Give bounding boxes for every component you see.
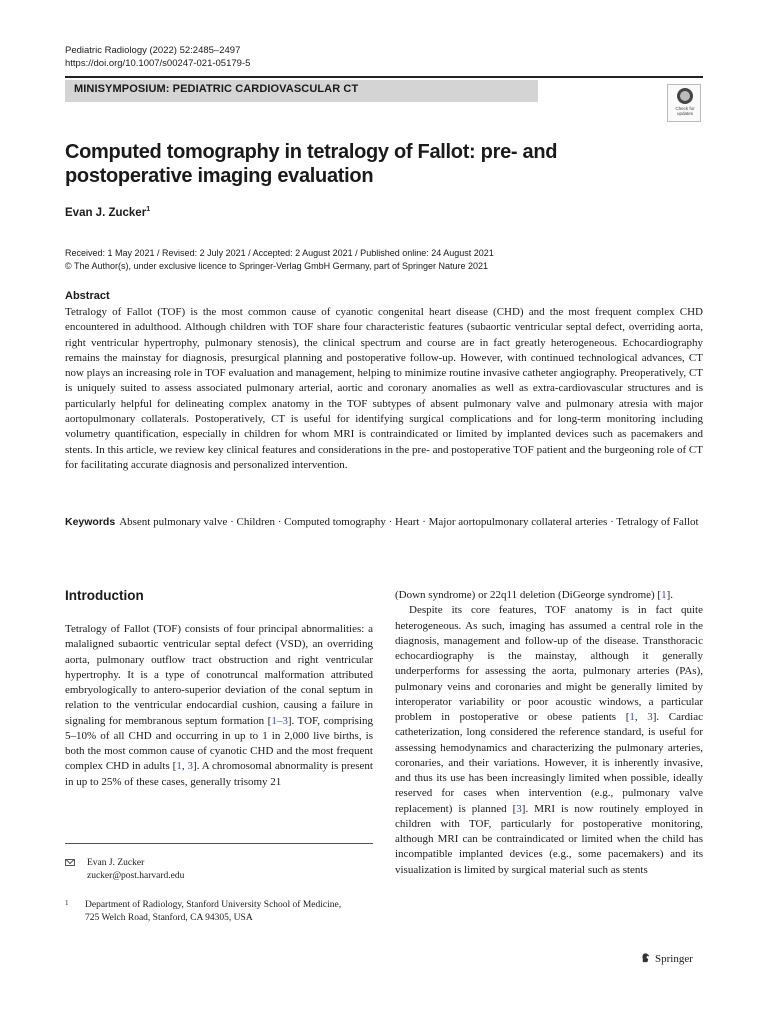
article-history [65, 247, 494, 273]
right-column [395, 588, 703, 878]
left-column [65, 622, 373, 790]
text-run: (Down syndrome) or 22q11 deletion (DiGeorge syndrome) [ [395, 589, 662, 601]
introduction-heading: Introduction [65, 588, 144, 603]
keywords-heading: Keywords [65, 516, 116, 528]
abstract-text: Tetralogy of Fallot (TOF) is the most common cause of cyanotic congenital heart disease (CHD) and the most frequent complex CHD encountered in adulthood. Although children with TOF share four characteristic features (subaortic ventricular septal defect, overriding aorta, right ventricular hypertrophy, pulmonary stenosis), the clinical spectrum and course are in fact greatly heterogeneous. Echocardiography remains the mainstay for diagnosis, presurgical planning and postoperative follow-up. However, with continued technological advances, CT now plays an increasing role in TOF evaluation and management, helping to minimize routine invasive catheter angiography. Preoperatively, CT is uniquely suited to assess associated pulmonary arterial, aortic and coronary anomalies as well as extra-cardiovascular structures and is particularly helpful for delineating complex anatomy in the TOF subtypes of absent pulmonary valve and pulmonary atresia with major aortopulmonary collaterals. Postoperatively, CT is useful for identifying surgical complications and for long-term monitoring including volumetry quantification, especially in children for whom MRI is contraindicated or limited by implanted devices such as pacemakers and stents. In this article, we review key clinical features and considerations in the pre- and postoperative TOF patient and the burgeoning role of CT for facilitating accurate diagnosis and personalized intervention. [65, 306, 703, 471]
affiliation-number: 1 [65, 899, 69, 907]
intro-paragraph-2 [395, 603, 703, 878]
author-affiliation-mark[interactable]: 1 [146, 206, 151, 213]
text-run: ]. Cardiac catheterization, long considered the reference standard, is useful for assessing hemodynamics and characterizing the pulmonary arteries, coronaries, and their variations. However, it is inherently invasive, and thus its use has been increasingly limited when possible, ideally reserved for cases when intervention (e.g., pulmonary valve replacement) is planned [ [395, 711, 703, 815]
citation-link[interactable]: 1 [661, 589, 667, 601]
text-run: ]. [666, 589, 674, 601]
text-run: Despite its core features, TOF anatomy is in fact quite heterogeneous. As such, imaging has assumed a central role in the diagnosis, management and follow-up of the disease. Transthoracic echocardiography is the mainstay, although it generally underperforms for assessing the aorta, pulmonary arteries (PAs), pulmonary veins and coronaries and might be generally limited by interoperator variability or poor acoustic windows, a particular problem in postoperative or obese patients [ [395, 604, 703, 723]
check-updates-label: Check for updates [675, 106, 695, 116]
contact-email[interactable]: zucker@post.harvard.edu [87, 871, 185, 881]
affiliation-line-1: Department of Radiology, Stanford University School of Medicine, [85, 900, 342, 910]
contact-name: Evan J. Zucker [87, 858, 145, 868]
springer-logo [640, 952, 693, 965]
journal-header [65, 44, 250, 70]
intro-paragraph-1 [65, 622, 373, 790]
footnote-rule [65, 843, 373, 844]
article-title: Computed tomography in tetralogy of Fallot: pre- and postoperative imaging evaluation [65, 141, 558, 187]
keywords-list: Absent pulmonary valve · Children · Computed tomography · Heart · Major aortopulmonary collateral arteries · Tetralogy of Fallot [119, 516, 699, 528]
author-line [65, 206, 150, 219]
text-run: Tetralogy of Fallot (TOF) consists of four principal abnormalities: a malaligned subaortic ventricular septal defect (VSD), an overriding aorta, pulmonary outflow tract obstruction and right ventricular hypertrophy. It is a type of conotruncal malformation attributed embryologically to antero-superior deviation of the conal septum in relation to the ventricular endocardial cushion, causing a failure in signaling for membranous septum formation [ [65, 623, 373, 727]
section-banner: MINISYMPOSIUM: PEDIATRIC CARDIOVASCULAR CT [65, 80, 538, 102]
citation-link[interactable]: 3 [647, 711, 653, 723]
affiliation-line-2: 725 Welch Road, Stanford, CA 94305, USA [85, 913, 253, 923]
intro-paragraph-1-cont [395, 588, 703, 603]
corresponding-author [65, 857, 184, 883]
author-name[interactable]: Evan J. Zucker [65, 206, 147, 219]
text-run: , [181, 760, 188, 773]
check-updates-icon [677, 88, 693, 104]
springer-horse-icon [640, 952, 651, 963]
citation-link[interactable]: 1 [629, 711, 635, 723]
citation-link[interactable]: 3 [187, 760, 194, 773]
citation-link[interactable]: 1 [176, 760, 182, 773]
header-rule [65, 76, 703, 78]
copyright-line: © The Author(s), under exclusive licence to Springer-Verlag GmbH Germany, part of Springer Nature 2021 [65, 261, 488, 271]
dates-line: Received: 1 May 2021 / Revised: 2 July 2021 / Accepted: 2 August 2021 / Published online: 24 August 2021 [65, 248, 494, 258]
check-for-updates-badge[interactable] [667, 84, 701, 122]
text-run: , [634, 711, 648, 723]
affiliation-footnote [65, 899, 341, 925]
envelope-icon [65, 859, 75, 866]
text-run: ]. TOF, comprising 5–10% of all CHD and occurring in up to 1 in 2,000 live births, is both the most common cause of cyanotic CHD and the most frequent complex CHD in adults [ [65, 714, 373, 773]
keywords [65, 515, 703, 530]
journal-citation: Pediatric Radiology (2022) 52:2485–2497 [65, 45, 241, 56]
text-run: ]. A chromosomal abnormality is present in up to 25% of these cases, generally trisomy 21 [65, 760, 373, 788]
text-run: ]. MRI is now routinely employed in children with TOF, particularly for postoperative monitoring, although MRI can be contraindicated or limited when the child has incompatible implanted devices (e.g., some pacemakers) and its visualization is limited by surgical material such as stents [395, 802, 703, 876]
citation-link[interactable]: 3 [516, 802, 522, 815]
abstract-heading: Abstract [65, 290, 110, 302]
citation-link[interactable]: 1–3 [271, 714, 288, 727]
publisher-name: Springer [655, 953, 693, 965]
doi-link[interactable]: https://doi.org/10.1007/s00247-021-05179-5 [65, 58, 251, 69]
